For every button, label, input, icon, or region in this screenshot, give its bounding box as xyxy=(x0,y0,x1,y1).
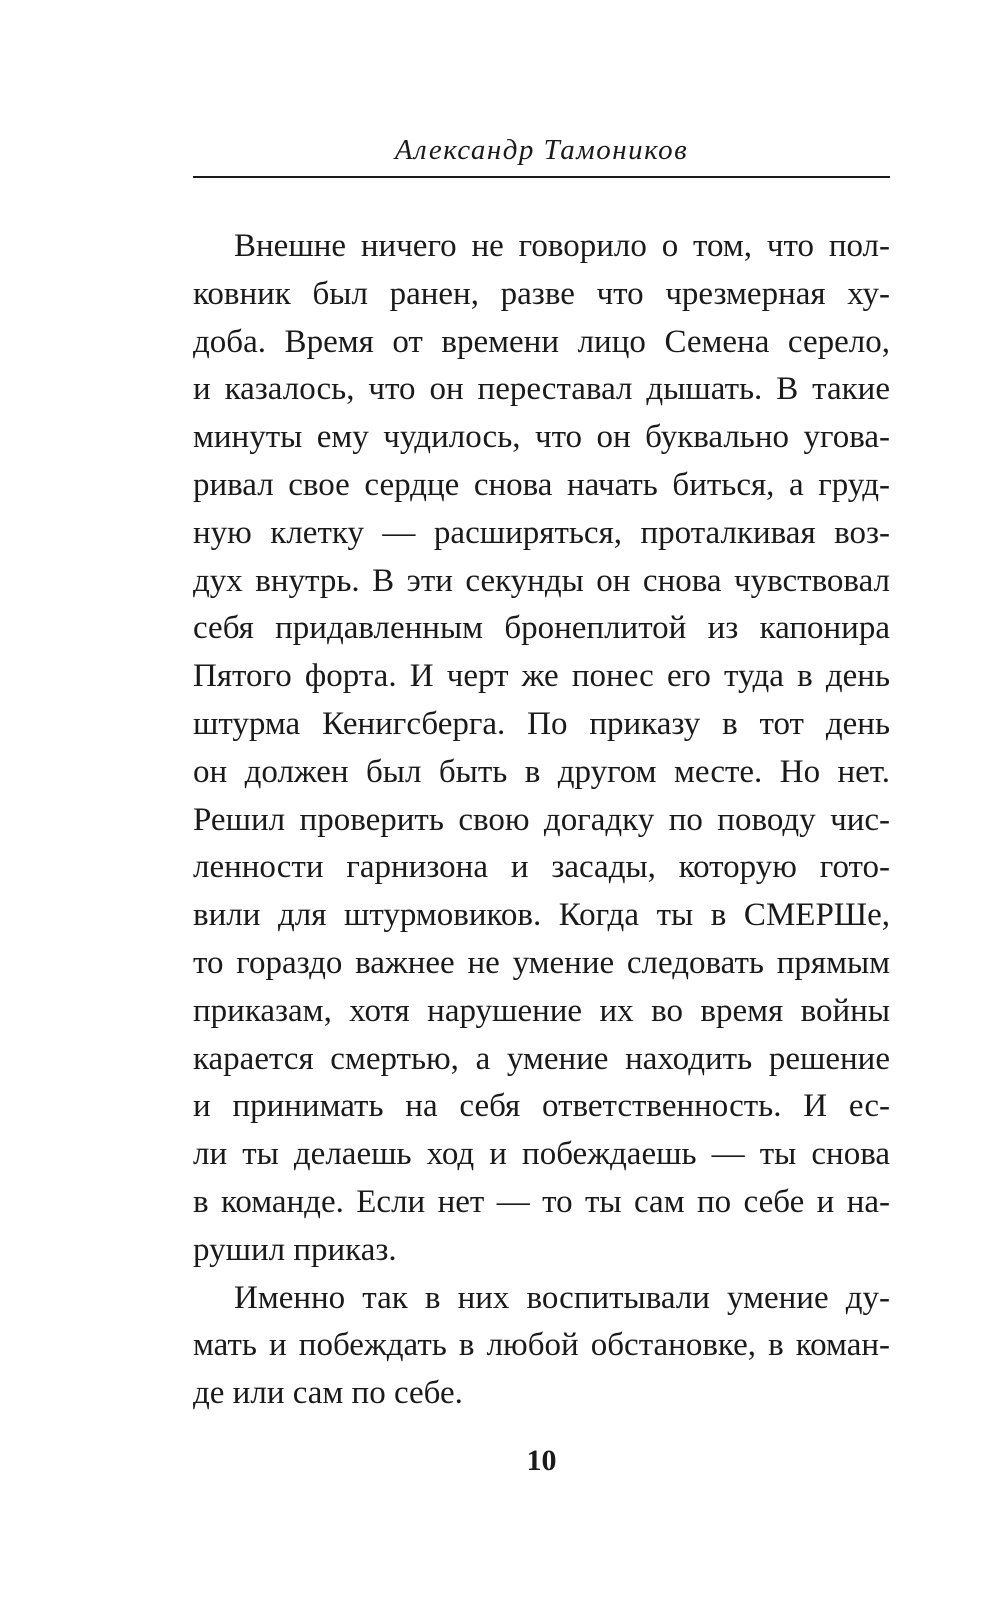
running-head-author: Александр Тамоников xyxy=(394,134,689,166)
text-line: штурма Кенигсберга. По приказу в тот день xyxy=(193,705,890,742)
text-line: Именно так в них воспитывали умение ду- xyxy=(234,1279,890,1316)
page-number: 10 xyxy=(526,1444,557,1477)
text-line: ли ты делаешь ход и побеждаешь — ты снова xyxy=(193,1136,890,1173)
text-line: себя придавленным бронеплитой из капонира xyxy=(193,610,890,647)
text-line: минуты ему чудилось, что он буквально угова- xyxy=(193,419,890,456)
text-line: де или сам по себе. xyxy=(193,1375,463,1412)
text-line: в команде. Если нет — то ты сам по себе и на- xyxy=(193,1183,890,1220)
text-line: доба. Время от времени лицо Семена серело, xyxy=(193,323,890,360)
paragraph xyxy=(193,1275,890,1418)
text-line: вили для штурмовиков. Когда ты в СМЕРШе, xyxy=(193,897,890,934)
text-line: Внешне ничего не говорило о том, что пол- xyxy=(234,228,890,264)
text-line: Пятого форта. И черт же понес его туда в день xyxy=(193,658,890,695)
body-text xyxy=(193,223,890,1418)
text-line: и принимать на себя ответственность. И ес- xyxy=(193,1088,890,1125)
text-line: ленности гарнизона и засады, которую гото- xyxy=(193,849,890,886)
text-line: то гораздо важнее не умение следовать прямым xyxy=(193,944,890,981)
header-divider xyxy=(193,176,890,178)
text-line: ную клетку — расширяться, проталкивая воз- xyxy=(193,514,890,551)
text-line: он должен был быть в другом месте. Но нет. xyxy=(193,753,890,790)
text-line: и казалось, что он переставал дышать. В такие xyxy=(193,371,890,408)
text-line: ривал свое сердце снова начать биться, а груд- xyxy=(193,466,890,503)
text-line: Решил проверить свою догадку по поводу чис- xyxy=(193,801,890,838)
paragraph xyxy=(193,223,890,1275)
text-line: карается смертью, а умение находить решение xyxy=(193,1040,890,1077)
text-line: ковник был ранен, разве что чрезмерная ху- xyxy=(193,275,890,312)
text-line: рушил приказ. xyxy=(193,1231,397,1268)
text-line: мать и побеждать в любой обстановке, в коман- xyxy=(193,1327,890,1364)
text-line: дух внутрь. В эти секунды он снова чувствовал xyxy=(193,562,890,599)
text-line: приказам, хотя нарушение их во время войны xyxy=(193,992,890,1029)
